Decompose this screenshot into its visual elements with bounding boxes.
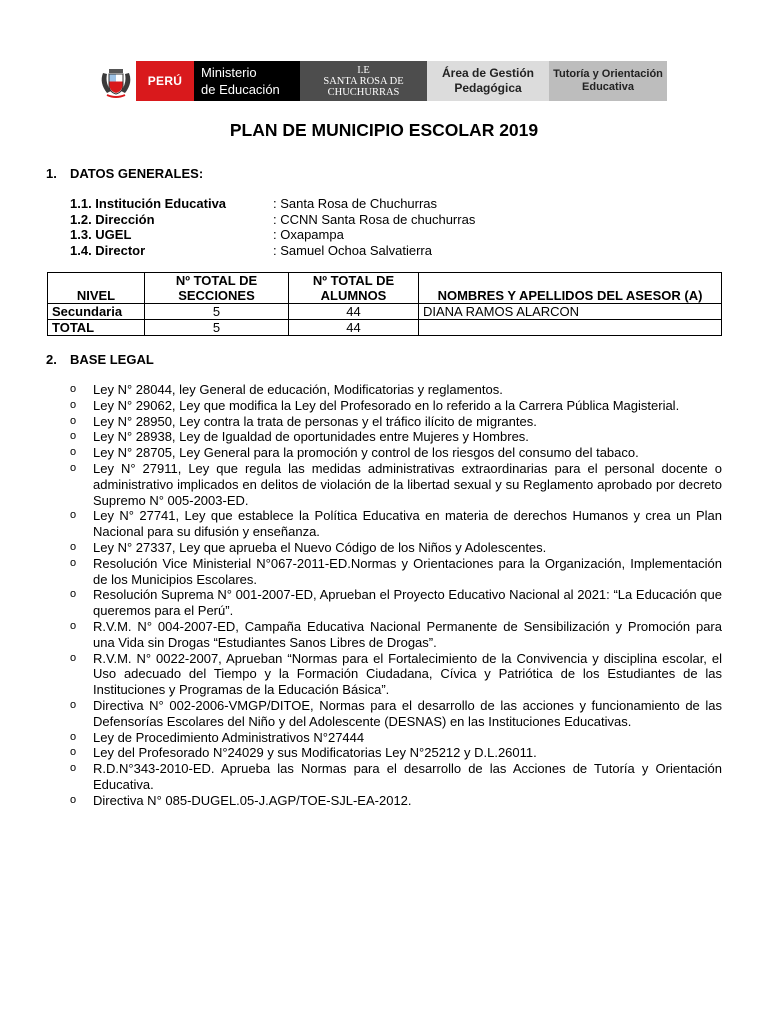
general-data-row [70, 227, 475, 243]
section-title: DATOS GENERALES: [70, 166, 204, 181]
list-item [70, 730, 722, 746]
ministry-line-1: Ministerio [201, 65, 257, 80]
table-cell: 5 [145, 320, 289, 336]
bullet-icon: o [70, 762, 77, 775]
law-text: Ley N° 27911, Ley que regula las medidas administrativas extraordinarias para el personal docente o administrativo implicados en delitos de violación de la libertad sexual y su Reglamento aprobado por decreto Supremo N° 005-2003-ED. [93, 460, 722, 508]
general-data-value: : Oxapampa [273, 227, 344, 242]
table-cell: Secundaria [48, 304, 145, 320]
tutoria-line-1: Tutoría y Orientación [553, 68, 663, 80]
peru-text: PERÚ [147, 74, 183, 88]
general-data-row [70, 212, 475, 228]
bullet-icon: o [70, 383, 77, 395]
ie-line-2: SANTA ROSA DE [323, 75, 404, 87]
general-data-row [70, 243, 475, 259]
table-cell: DIANA RAMOS ALARCON [419, 304, 722, 320]
law-text: R.V.M. N° 004-2007-ED, Campaña Educativa Nacional Permanente de Sensibilización y Promoción para una Vida sin Drogas “Estudiantes Sanos Libres de Drogas”. [93, 618, 722, 650]
bullet-icon: o [70, 651, 77, 664]
general-data-label: 1.4. Director [70, 242, 146, 258]
ministry-line-2: de Educación [201, 82, 280, 97]
area-label [427, 61, 549, 101]
law-text: R.D.N°343-2010-ED. Aprueba las Normas para el desarrollo de las Acciones de Tutoría y Orientación Educativa. [93, 761, 722, 792]
coat-of-arms-icon [95, 61, 136, 101]
general-data [70, 196, 475, 258]
law-text: Ley N° 27337, Ley que aprueba el Nuevo Código de los Niños y Adolescentes. [93, 539, 547, 555]
sections-table [47, 272, 722, 336]
bullet-icon: o [70, 746, 77, 759]
law-text: Ley N° 27741, Ley que establece la Política Educativa en materia de derechos Humanos y crea un Plan Nacional para su difusión y enseñanza. [93, 508, 722, 540]
ie-line-1: I.E [357, 64, 370, 76]
bullet-icon: o [70, 414, 77, 427]
table-cell: 44 [289, 304, 419, 320]
bullet-icon: o [70, 446, 77, 459]
bullet-icon: o [70, 398, 77, 411]
list-item [70, 793, 722, 809]
table-header-cell: NIVEL [48, 273, 145, 304]
ministry-label [194, 61, 300, 101]
table-header-cell: Nº TOTAL DE SECCIONES [145, 273, 289, 304]
law-text: Directiva N° 085-DUGEL.05-J.AGP/TOE-SJL-EA-2012. [93, 792, 412, 808]
section-heading-datos [46, 166, 203, 181]
section-number: 1. [46, 166, 57, 181]
general-data-value: : Santa Rosa de Chuchurras [273, 196, 438, 211]
law-text: Ley N° 28938, Ley de Igualdad de oportunidades entre Mujeres y Hombres. [93, 429, 529, 445]
bullet-icon: o [70, 556, 77, 569]
bullet-icon: o [70, 698, 77, 711]
legal-base-list [70, 382, 722, 809]
general-data-row [70, 196, 475, 212]
law-text: Ley N° 29062, Ley que modifica la Ley del Profesorado en lo referido a la Carrera Pública Magisterial. [93, 397, 680, 413]
table-header-cell: NOMBRES Y APELLIDOS DEL ASESOR (A) [419, 273, 722, 304]
list-item [70, 461, 722, 508]
list-item [70, 382, 722, 398]
table-cell [419, 320, 722, 336]
ie-line-3: CHUCHURRAS [327, 86, 400, 98]
table-cell: 5 [145, 304, 289, 320]
general-data-value: : Samuel Ochoa Salvatierra [273, 242, 432, 258]
bullet-icon: o [70, 540, 77, 553]
law-text: Resolución Suprema N° 001-2007-ED, Aprueban el Proyecto Educativo Nacional al 2021: “La Educación que queremos para el Perú”. [93, 587, 722, 619]
list-item [70, 651, 722, 698]
bullet-icon: o [70, 509, 77, 522]
list-item [70, 761, 722, 793]
law-text: Ley del Profesorado N°24029 y sus Modificatorias Ley N°25212 y D.L.26011. [93, 745, 537, 761]
list-item [70, 540, 722, 556]
table-header-cell: Nº TOTAL DE ALUMNOS [289, 273, 419, 304]
document-title: PLAN DE MUNICIPIO ESCOLAR 2019 [229, 120, 539, 140]
tutoria-label [549, 61, 667, 101]
bullet-icon: o [70, 793, 77, 806]
bullet-icon: o [70, 461, 77, 474]
list-item [70, 619, 722, 651]
law-text: Ley N° 28950, Ley contra la trata de personas y el tráfico ilícito de migrantes. [93, 413, 537, 429]
general-data-value: : CCNN Santa Rosa de chuchurras [273, 211, 476, 227]
list-item [70, 429, 722, 445]
law-text: R.V.M. N° 0022-2007, Aprueban “Normas para el Fortalecimiento de la Convivencia y disciplina escolar, el Uso adecuado del Tiempo y la Formación Ciudadana, Cívica y Patriótica de los Estudiantes de las Instituciones y Programas de la Educación Básica”. [93, 650, 722, 698]
law-text: Ley N° 28705, Ley General para la promoción y control de los riesgos del consumo del tabaco. [93, 445, 639, 461]
list-item [70, 698, 722, 730]
bullet-icon: o [70, 619, 77, 632]
bullet-icon: o [70, 730, 77, 743]
list-item [70, 398, 722, 414]
list-item [70, 508, 722, 540]
list-item [70, 587, 722, 619]
law-text: Resolución Vice Ministerial N°067-2011-ED.Normas y Orientaciones para la Organización, Implementación de los Municipios Escolares. [93, 555, 722, 587]
area-line-2: Pedagógica [454, 81, 522, 95]
general-data-label: 1.3. UGEL [70, 227, 132, 242]
section-number: 2. [46, 352, 57, 367]
tutoria-line-2: Educativa [582, 81, 634, 93]
institution-label [300, 61, 427, 101]
table-cell: 44 [289, 320, 419, 336]
table-row [48, 320, 722, 336]
area-line-1: Área de Gestión [441, 66, 535, 80]
general-data-label: 1.2. Dirección [70, 211, 155, 227]
peru-label [136, 61, 194, 101]
general-data-label: 1.1. Institución Educativa [70, 196, 227, 211]
law-text: Directiva N° 002-2006-VMGP/DITOE, Normas para el desarrollo de las acciones y funcionamiento de las Defensorías Escolares del Niño y del Adolescente (DESNAS) en las Instituciones Educativas. [93, 697, 722, 729]
law-text: Ley N° 28044, ley General de educación, Modificatorias y reglamentos. [93, 382, 503, 397]
table-row [48, 304, 722, 320]
bullet-icon: o [70, 430, 77, 443]
section-title: BASE LEGAL [70, 352, 154, 367]
law-text: Ley de Procedimiento Administrativos N°27444 [93, 729, 365, 745]
list-item [70, 556, 722, 588]
list-item [70, 745, 722, 761]
list-item [70, 445, 722, 461]
header-banner [95, 61, 667, 101]
table-header-row [48, 273, 722, 304]
table-cell: TOTAL [48, 320, 145, 336]
bullet-icon: o [70, 588, 77, 601]
list-item [70, 414, 722, 430]
section-heading-base-legal [46, 352, 154, 367]
